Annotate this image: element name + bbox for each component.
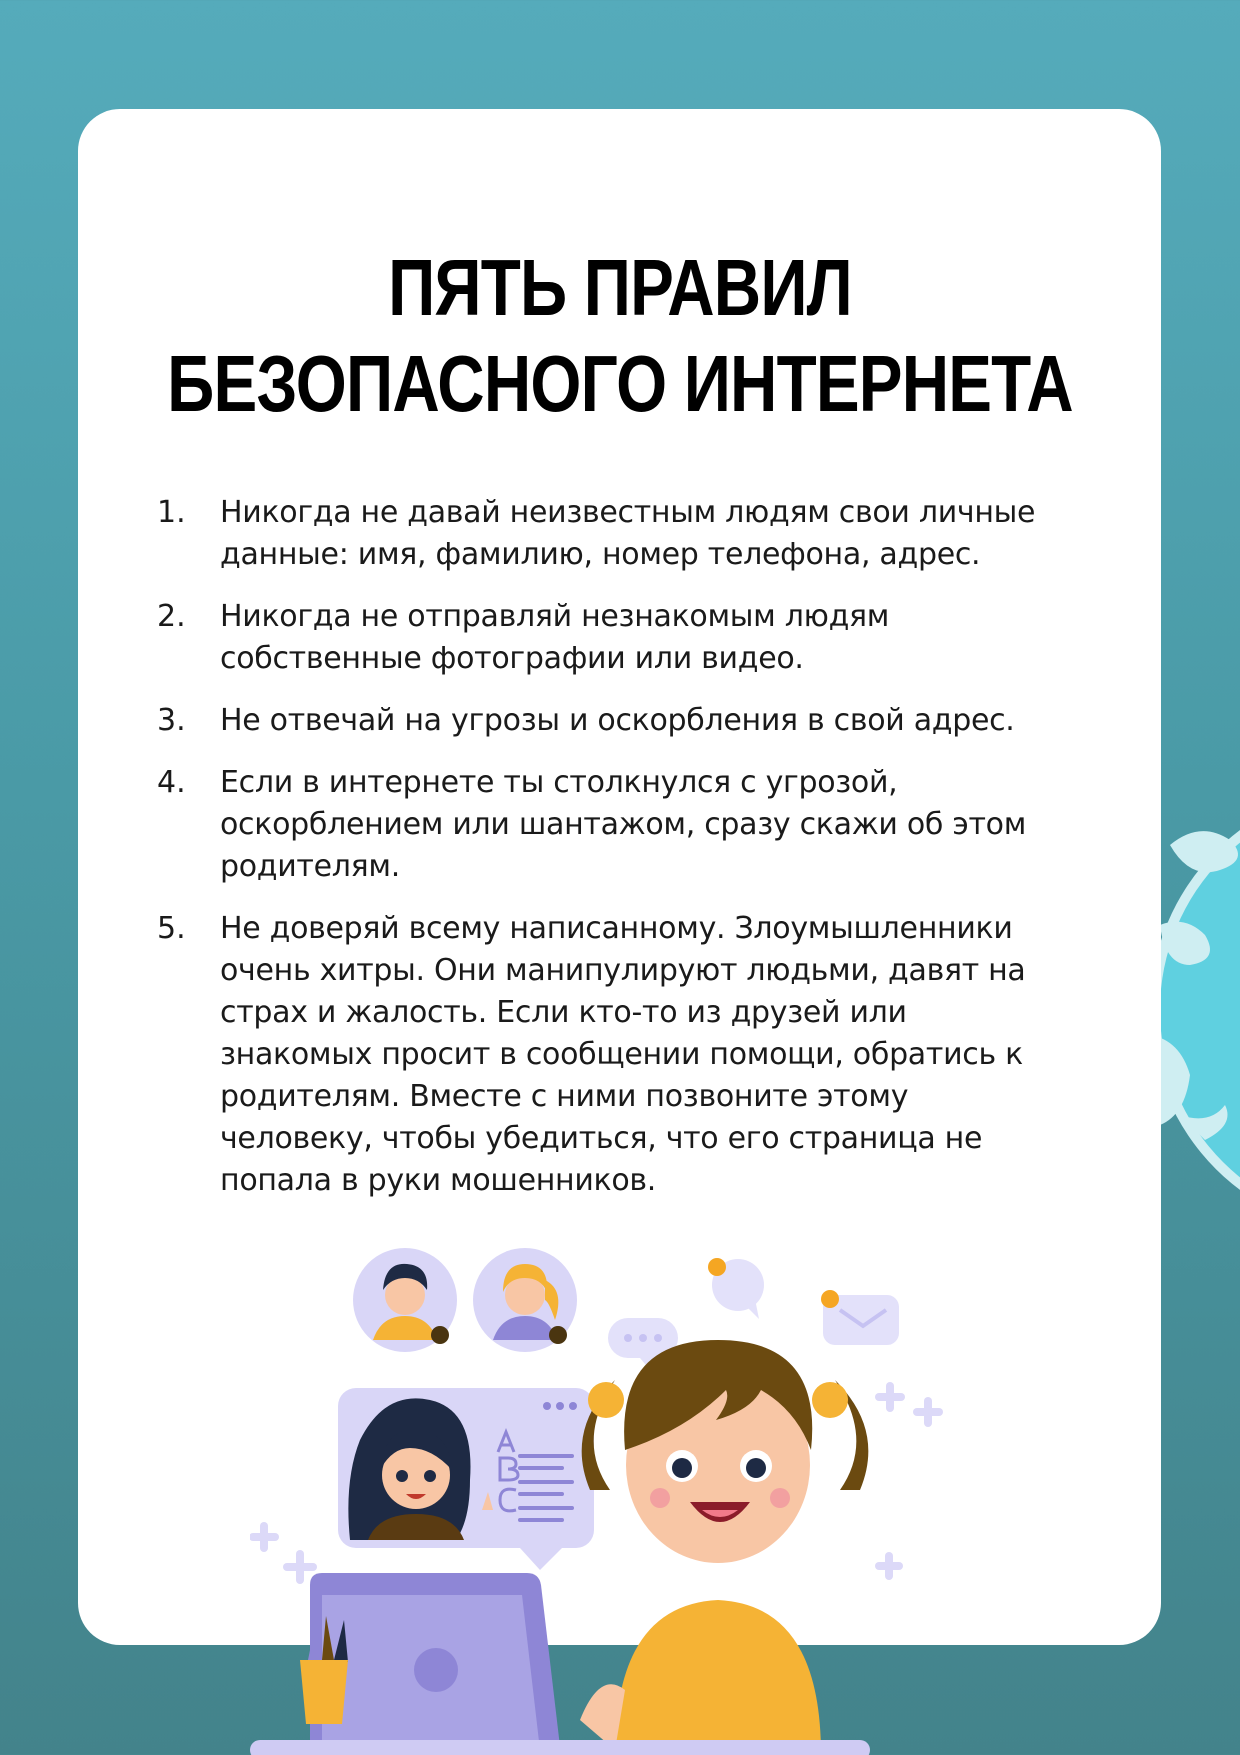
rule-text: Не отвечай на угрозы и оскорбления в свой адрес. [220, 703, 1015, 738]
rule-number: 5. [157, 911, 186, 946]
envelope-icon [821, 1290, 899, 1345]
kids-online-illustration [250, 1240, 980, 1755]
rule-text: Никогда не отправляй незнакомым людям собственные фотографии или видео. [220, 599, 890, 676]
title-line-1: ПЯТЬ ПРАВИЛ [388, 243, 852, 332]
poster-title [112, 240, 1129, 432]
rule-number: 1. [157, 495, 186, 530]
question-bubble-icon [708, 1258, 764, 1319]
rules-list [157, 492, 1057, 1222]
rule-item [157, 700, 1057, 742]
rule-item [157, 762, 1057, 888]
rule-text: Если в интернете ты столкнулся с угрозой, оскорблением или шантажом, сразу скажи об этом родителям. [220, 765, 1027, 884]
rule-number: 2. [157, 599, 186, 634]
boy-avatar-icon [353, 1248, 457, 1352]
rule-item [157, 908, 1057, 1202]
rule-text: Никогда не давай неизвестным людям свои личные данные: имя, фамилию, номер телефона, адрес. [220, 495, 1036, 572]
rule-number: 3. [157, 703, 186, 738]
rule-number: 4. [157, 765, 186, 800]
rule-item [157, 492, 1057, 576]
globe-icon [1150, 785, 1240, 1235]
video-call-window [338, 1388, 594, 1570]
rule-text: Не доверяй всему написанному. Злоумышленники очень хитры. Они манипулируют людьми, давят на страх и жалость. Если кто-то из друзей или знакомых просит в сообщении помощи, обратись к родителям. Вместе с ними позвоните этому человеку, чтобы убедиться, что его страница не попала в руки мошенников. [220, 911, 1026, 1198]
title-line-2: БЕЗОПАСНОГО ИНТЕРНЕТА [167, 339, 1073, 428]
girl-character [580, 1340, 868, 1755]
girl-avatar-icon [473, 1248, 577, 1352]
rule-item [157, 596, 1057, 680]
